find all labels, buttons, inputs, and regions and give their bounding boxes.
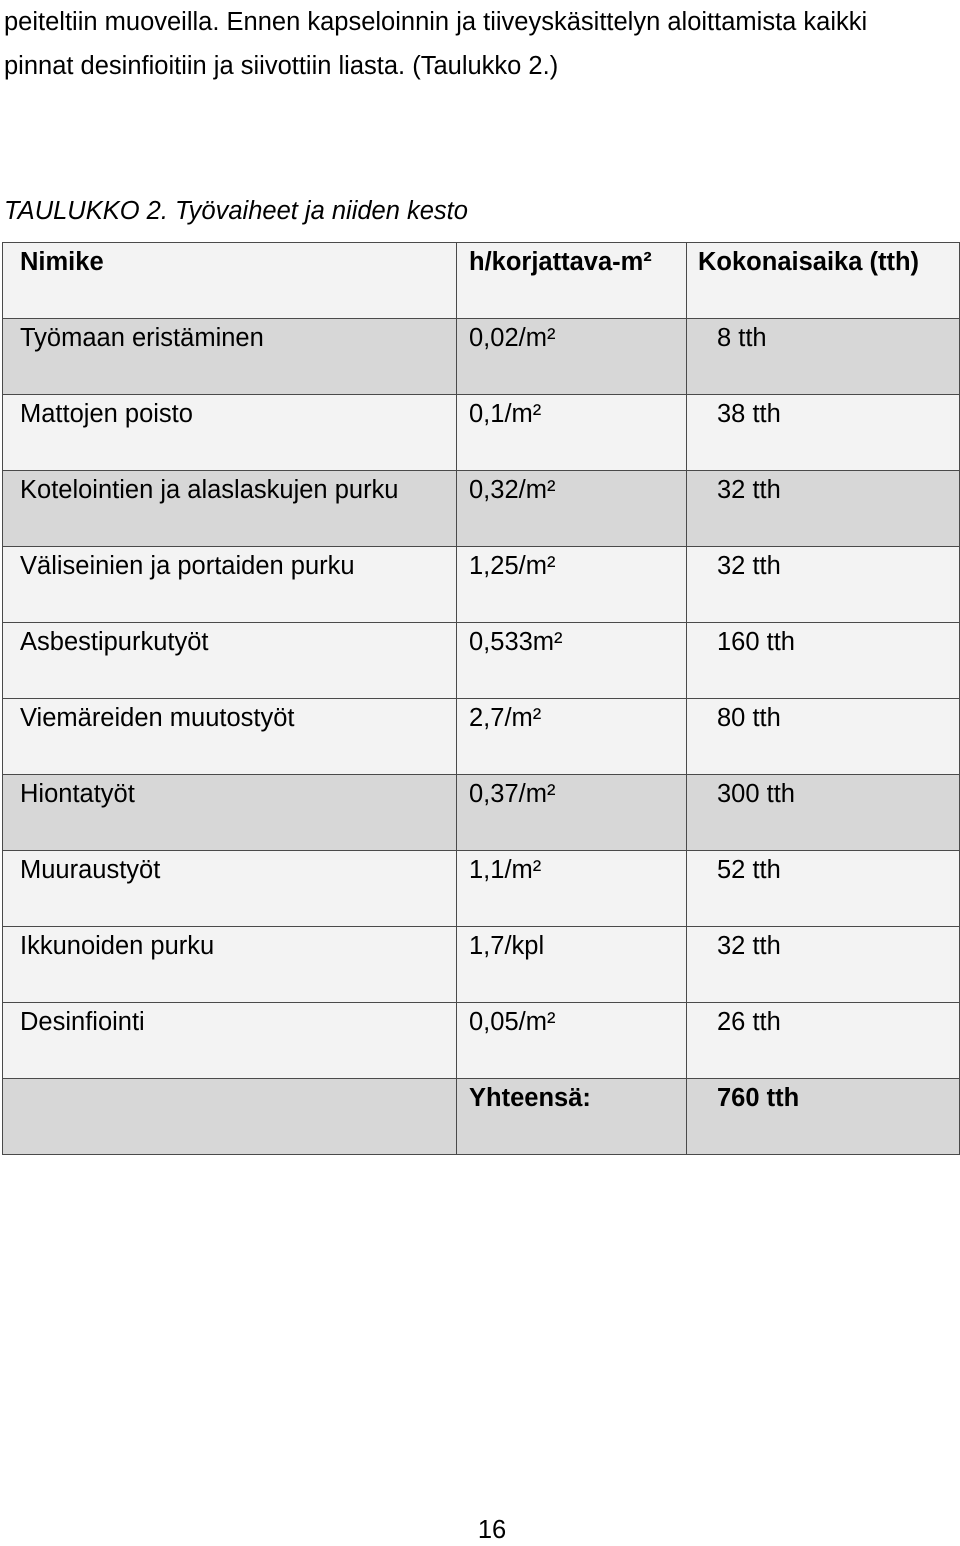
total-time-value: 32 tth [717, 476, 781, 504]
total-time-value: 32 tth [717, 552, 781, 580]
total-time-value: 38 tth [717, 400, 781, 428]
table-row [3, 1003, 960, 1079]
rate-value: 0,37/m² [469, 780, 556, 808]
task-name-cell [3, 927, 457, 1003]
rate-value: 0,02/m² [469, 324, 556, 352]
rate-cell [457, 547, 687, 623]
table-row [3, 775, 960, 851]
rate-cell [457, 775, 687, 851]
rate-value: 1,25/m² [469, 552, 556, 580]
total-time-cell [687, 927, 960, 1003]
rate-value: 0,32/m² [469, 476, 556, 504]
total-time-cell [687, 699, 960, 775]
intro-line: pinnat desinfioitiin ja siivottiin liasta. (Taulukko 2.) [4, 52, 559, 80]
page-number: 16 [477, 1516, 507, 1544]
total-time-cell [687, 851, 960, 927]
task-name-cell [3, 851, 457, 927]
empty-cell [3, 1079, 457, 1155]
column-header-label: h/korjattava-m² [469, 248, 652, 276]
rate-cell [457, 395, 687, 471]
table-caption: TAULUKKO 2. Työvaiheet ja niiden kesto [4, 197, 468, 225]
rate-value: 0,533m² [469, 628, 563, 656]
total-time-value: 52 tth [717, 856, 781, 884]
table-row [3, 547, 960, 623]
table-row [3, 851, 960, 927]
task-name-cell [3, 623, 457, 699]
total-time-value: 32 tth [717, 932, 781, 960]
rate-cell [457, 319, 687, 395]
total-time-value: 160 tth [717, 628, 795, 656]
rate-cell [457, 623, 687, 699]
task-name: Työmaan eristäminen [20, 324, 264, 352]
task-name: Kotelointien ja alaslaskujen purku [20, 476, 399, 504]
task-name: Viemäreiden muutostyöt [20, 704, 295, 732]
rate-value: 0,05/m² [469, 1008, 556, 1036]
table-row [3, 395, 960, 471]
rate-cell [457, 471, 687, 547]
task-name-cell [3, 699, 457, 775]
task-name-cell [3, 775, 457, 851]
total-time-cell [687, 547, 960, 623]
task-name: Hiontatyöt [20, 780, 135, 808]
rate-cell [457, 1003, 687, 1079]
task-name: Ikkunoiden purku [20, 932, 215, 960]
total-label-cell [457, 1079, 687, 1155]
intro-paragraph [4, 0, 954, 88]
rate-value: 1,1/m² [469, 856, 542, 884]
task-name-cell [3, 395, 457, 471]
rate-cell [457, 851, 687, 927]
rate-value: 1,7/kpl [469, 932, 545, 960]
total-time-value: 26 tth [717, 1008, 781, 1036]
table-row [3, 471, 960, 547]
column-header-nimike [3, 243, 457, 319]
table-row [3, 623, 960, 699]
task-name: Väliseinien ja portaiden purku [20, 552, 355, 580]
table-row [3, 699, 960, 775]
task-name-cell [3, 1003, 457, 1079]
column-header-label: Kokonaisaika (tth) [698, 248, 920, 276]
task-name: Desinfiointi [20, 1008, 145, 1036]
total-time-cell [687, 395, 960, 471]
total-time-value: 80 tth [717, 704, 781, 732]
total-label: Yhteensä: [469, 1084, 591, 1112]
task-name: Mattojen poisto [20, 400, 193, 428]
total-value: 760 tth [717, 1084, 800, 1112]
table-row [3, 319, 960, 395]
total-value-cell [687, 1079, 960, 1155]
total-time-cell [687, 319, 960, 395]
task-name-cell [3, 319, 457, 395]
total-time-cell [687, 1003, 960, 1079]
column-header-label: Nimike [20, 248, 104, 276]
column-header-total-time [687, 243, 960, 319]
total-time-cell [687, 775, 960, 851]
rate-cell [457, 927, 687, 1003]
task-name-cell [3, 547, 457, 623]
total-time-value: 300 tth [717, 780, 795, 808]
total-time-cell [687, 471, 960, 547]
table-header-row [3, 243, 960, 319]
table-total-row [3, 1079, 960, 1155]
rate-cell [457, 699, 687, 775]
table-row [3, 927, 960, 1003]
column-header-rate [457, 243, 687, 319]
task-name-cell [3, 471, 457, 547]
rate-value: 0,1/m² [469, 400, 542, 428]
rate-value: 2,7/m² [469, 704, 542, 732]
task-name: Muuraustyöt [20, 856, 161, 884]
work-phases-table [2, 242, 960, 1155]
total-time-cell [687, 623, 960, 699]
total-time-value: 8 tth [717, 324, 767, 352]
intro-line: peiteltiin muoveilla. Ennen kapseloinnin ja tiiveyskäsittelyn aloittamista kaikki [4, 8, 868, 36]
task-name: Asbestipurkutyöt [20, 628, 209, 656]
